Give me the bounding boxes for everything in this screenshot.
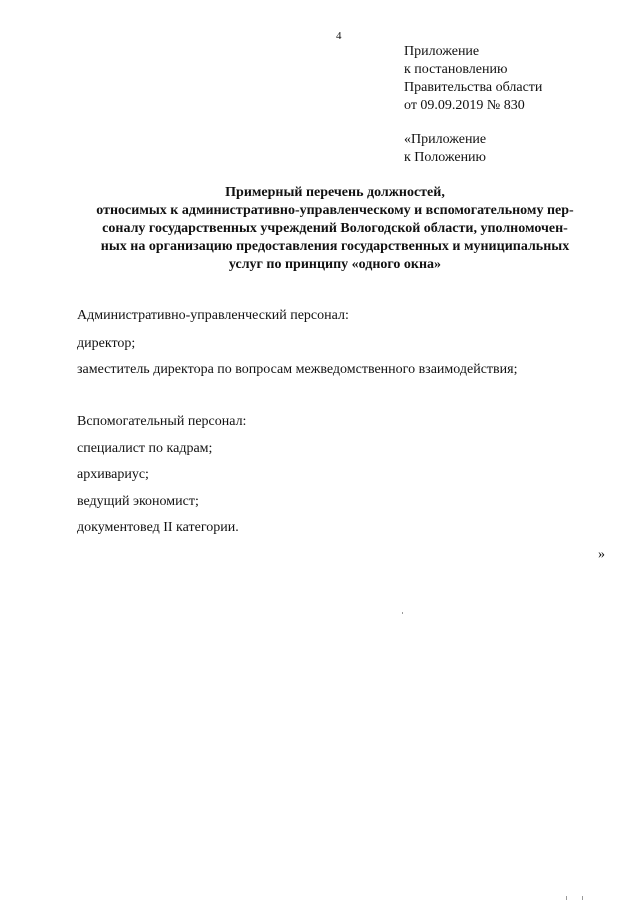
support-list-item: архивариус; [77, 467, 149, 482]
appendix-subheader-line: «Приложение [404, 132, 487, 147]
appendix-header-line: Правительства области [404, 80, 543, 95]
scan-speck [582, 896, 583, 900]
document-title [70, 184, 600, 274]
appendix-header-line: к постановлению [404, 62, 508, 77]
page-number: 4 [336, 30, 342, 42]
support-list-item: ведущий экономист; [77, 494, 199, 509]
title-line: относимых к административно-управленческому и вспомогательному пер- [96, 203, 574, 218]
appendix-subheader-line: к Положению [404, 150, 487, 165]
admin-list-item: заместитель директора по вопросам межведомственного взаимодействия; [77, 362, 518, 377]
appendix-header [404, 43, 542, 115]
admin-list-item: директор; [77, 336, 136, 351]
appendix-header-line: Приложение [404, 44, 480, 59]
scan-speck [402, 612, 403, 614]
title-line: Примерный перечень должностей, [225, 185, 445, 200]
admin-section-heading: Административно-управленческий персонал: [77, 308, 349, 323]
support-list-item: специалист по кадрам; [77, 441, 213, 456]
title-line: соналу государственных учреждений Вологодской области, уполномочен- [102, 221, 568, 236]
title-line: ных на организацию предоставления государственных и муниципальных [100, 239, 570, 254]
title-line: услуг по принципу «одного окна» [228, 257, 442, 272]
appendix-header-line: от 09.09.2019 № 830 [404, 98, 525, 113]
appendix-subheader [404, 131, 486, 167]
support-list-item: документовед II категории. [77, 520, 239, 535]
support-section-heading: Вспомогательный персонал: [77, 414, 247, 429]
closing-quote: » [598, 547, 605, 562]
scan-speck [566, 896, 567, 900]
